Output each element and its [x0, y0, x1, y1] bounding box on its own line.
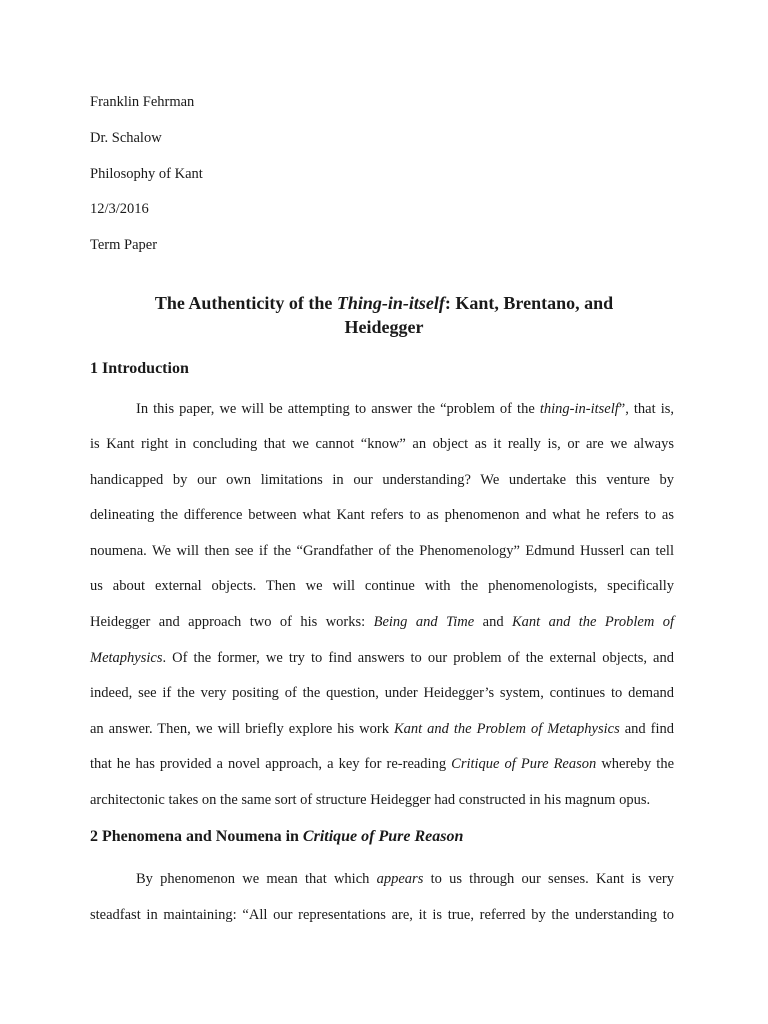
paragraph-line: noumena. We will then see if the “Grandfather of the Phenomenology” Edmund Husserl can tell [90, 543, 674, 559]
paper-title [90, 291, 678, 339]
paragraph-line: architectonic takes on the same sort of structure Heidegger had constructed in his magnum opus. [90, 792, 651, 808]
paragraph-line: delineating the difference between what Kant refers to as phenomenon and what he refers to as [90, 507, 674, 523]
title-part-1: The Authenticity of the [154, 293, 337, 313]
paper-date: 12/3/2016 [90, 201, 149, 217]
paragraph-line: is Kant right in concluding that we cannot “know” an object as it really is, or are we always [90, 436, 674, 452]
paragraph-line: us about external objects. Then we will continue with the phenomenologists, specifically [90, 578, 674, 594]
author-name: Franklin Fehrman [90, 94, 195, 110]
paragraph-line: By phenomenon we mean that which appears to us through our senses. Kant is very [136, 871, 675, 887]
paragraph-line: indeed, see if the very positing of the question, under Heidegger’s system, continues to demand [90, 685, 674, 701]
paragraph-line: In this paper, we will be attempting to answer the “problem of the thing-in-itself”, that is, [136, 401, 675, 417]
paragraph-line: an answer. Then, we will briefly explore his work Kant and the Problem of Metaphysics and find [90, 721, 674, 737]
title-part-2: : Kant, Brentano, and [444, 293, 614, 313]
section-2-heading: 2 Phenomena and Noumena in Critique of Pure Reason [90, 828, 464, 845]
professor-name: Dr. Schalow [90, 130, 162, 146]
paragraph-line: handicapped by our own limitations in our understanding? We undertake this venture by [90, 472, 674, 488]
section-1-heading: 1 Introduction [90, 360, 189, 377]
paragraph-line: Heidegger and approach two of his works: Being and Time and Kant and the Problem of [90, 614, 675, 630]
paragraph-line: Metaphysics. Of the former, we try to find answers to our problem of the external objects, and [90, 650, 674, 666]
title-line-2: Heidegger [344, 317, 424, 337]
paragraph-line: steadfast in maintaining: “All our representations are, it is true, referred by the understanding to [90, 907, 674, 923]
paragraph-line: that he has provided a novel approach, a key for re-reading Critique of Pure Reason whereby the [90, 756, 675, 772]
course-name: Philosophy of Kant [90, 166, 203, 182]
title-italic: Thing-in-itself [336, 293, 445, 313]
assignment-type: Term Paper [90, 237, 158, 253]
